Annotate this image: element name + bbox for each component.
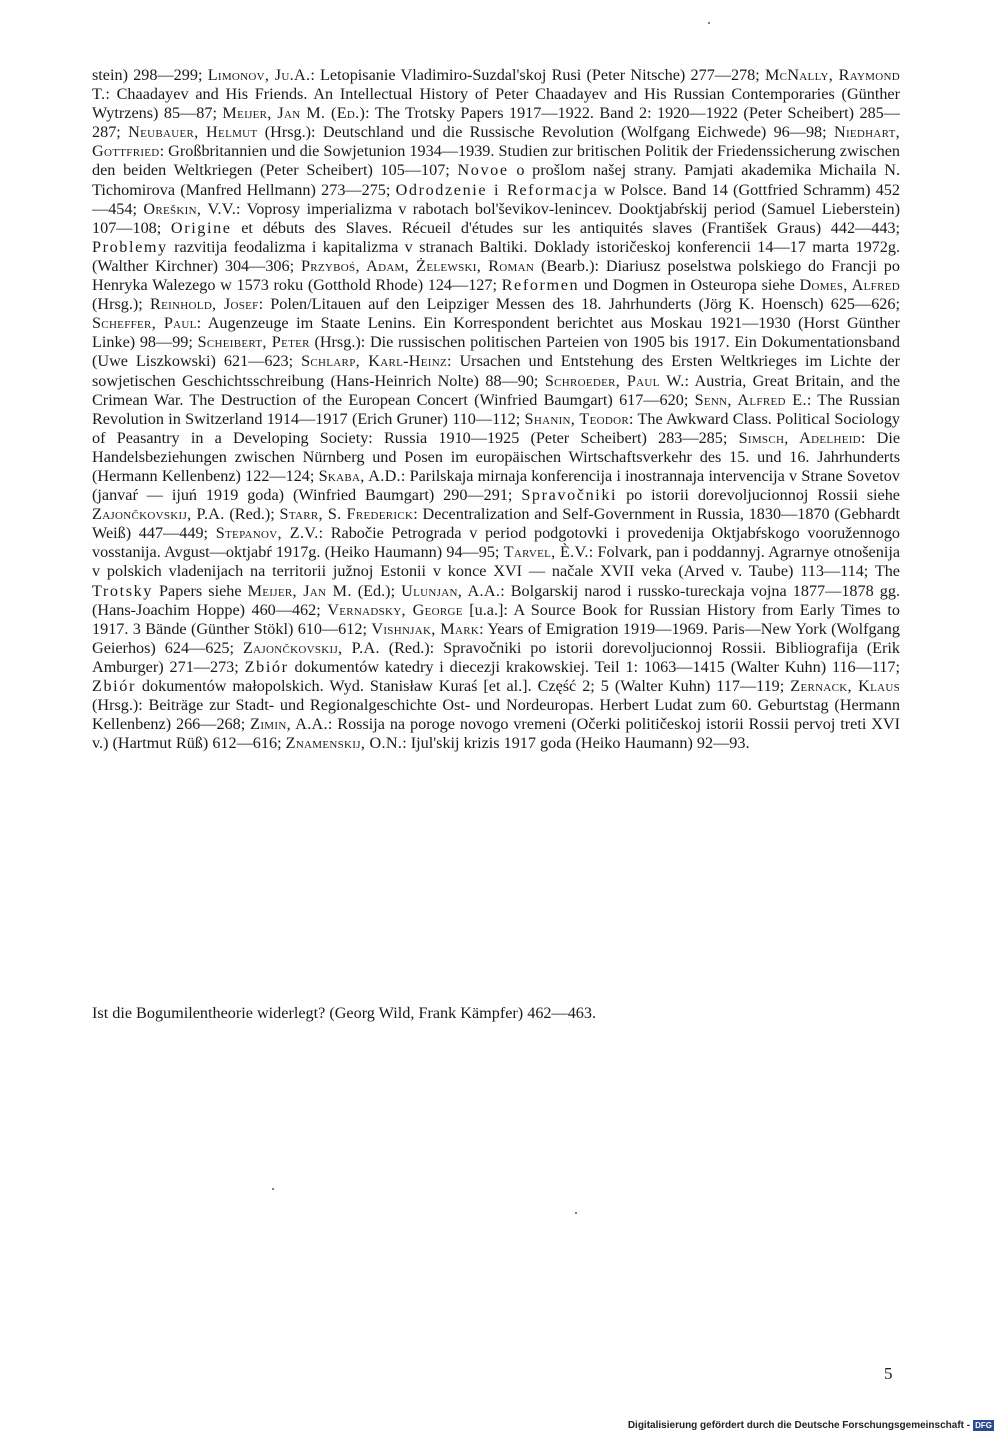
- author-name: Starr, S. Frederick: [279, 505, 414, 524]
- index-text: und Dogmen in Osteuropa siehe: [579, 276, 800, 295]
- author-name: Vishnjak, Mark: [371, 619, 480, 638]
- index-text: : Austria, Great Britain, and the Crimean War. The Destruction of the European Concert (Winfried Baumgart) 617—620;: [92, 371, 901, 409]
- title-keyword: Reformen: [501, 276, 580, 295]
- author-name: Simsch, Adelheid: [738, 428, 861, 447]
- scan-speck: [575, 1212, 577, 1214]
- index-text: : Parilskaja mirnaja konferencija i inostrannaja intervencija v Strane Sovetov (janvaŕ — ijuń 1919 goda) (Winfried Baumgart) 290—291;: [92, 466, 900, 505]
- author-name: Przyboś, Adam, Żelewski, Roman: [300, 256, 535, 275]
- index-text: : Chaadayev and His Friends. An Intellectual History of Peter Chaadayev and His Russian Contemporaries (Günther Wytrzens) 85—87;: [92, 85, 900, 123]
- index-text: dokumentów katedry i diecezji krakowskiej. Teil 1: 1063—1415 (Walter Kuhn) 116—117;: [288, 657, 901, 676]
- index-text: (Hrsg.);: [92, 295, 150, 314]
- index-text: Papers siehe: [153, 581, 248, 600]
- author-name: Niedhart, Gottfried: [92, 123, 900, 161]
- index-text: o prošlom našej strany. Pamjati akademika Michaila N. Tichomirova (Manfred Hellmann) 273—275;: [92, 161, 900, 199]
- footer-text: Digitalisierung gefördert durch die Deutsche Forschungsgemeinschaft -: [627, 1420, 971, 1431]
- page-number: 5: [884, 1364, 893, 1383]
- dfg-logo: DFG: [975, 1421, 992, 1430]
- index-text: [u.a.]: A Source Book for Russian History from Early Times to 1917. 3 Bände (Günther Stökl) 610—612;: [92, 600, 900, 638]
- index-text: : Großbritannien und die Sowjetunion 1934—1939. Studien zur britischen Politik der Friedenssicherung zwischen den beiden Weltkriegen (Peter Scheibert) 105—107;: [92, 142, 900, 180]
- index-text: stein) 298—299;: [92, 66, 208, 84]
- index-text: : Ursachen und Entstehung des Ersten Weltkrieges im Lichte der sowjetischen Geschichtsschreibung (Hans-Heinrich Nolte) 88—90;: [92, 352, 901, 390]
- index-text: : The Awkward Class. Political Sociology of Peasantry in a Developing Society: Russia 1910—1925 (Peter Scheibert) 283—285;: [92, 409, 901, 447]
- index-text: w Polsce. Band 14 (Gottfried Schramm) 452—454;: [92, 180, 900, 218]
- digitization-footer: [628, 1420, 994, 1431]
- author-name: Vernadsky, George: [327, 600, 463, 619]
- author-name: Ulunjan, A.A.: [401, 581, 501, 600]
- index-text: : Augenzeuge im Staate Lenins. Ein Korrespondent berichtet aus Moskau 1921—1930 (Horst Günther Linke) 98—99;: [92, 314, 900, 352]
- index-text: (Ed.);: [351, 581, 402, 600]
- index-text: : Ijul'skij krizis 1917 goda (Heiko Haumann) 92—93.: [402, 734, 750, 753]
- author-name: Meijer, Jan M. (Ed.): [222, 104, 366, 123]
- author-name: McNally, Raymond T.: [92, 66, 900, 104]
- author-name: Scheibert, Peter: [197, 333, 310, 352]
- index-text: : Years of Emigration 1919—1969. Paris—New York (Wolfgang Geierhos) 624—625;: [92, 619, 900, 657]
- index-text: : Rossija na poroge novogo vremeni (Očerki političeskoj istorii Rossii pervoj treti XVI v.) (Hartmut Rüß) 612—616;: [92, 715, 900, 753]
- index-text: razvitija feodalizma i kapitalizma v stranach Baltiki. Doklady istoričeskoj konferencii 14—17 marta 1972g. (Walther Kirchner) 304—306;: [92, 237, 900, 275]
- title-keyword: Odrodzenie i Reformacja: [395, 180, 599, 199]
- scan-speck: [272, 1188, 274, 1190]
- index-text: (Hrsg.): Die russischen politischen Parteien von 1905 bis 1917. Ein Dokumentationsband (Uwe Liszkowski) 621—623;: [92, 333, 900, 371]
- index-text: : Voprosy imperializma v rabotach bol'ševikov-lenincev. Dooktjabŕskij period (Samuel Lieberstein) 107—108;: [92, 199, 900, 237]
- author-name: Zajončkovskij, P.A.: [92, 505, 225, 524]
- index-text: : Rabočie Petrograda v period podgotovki i provedenija Oktjabŕskogo vooružennogo vosstanija. Avgust—oktjabŕ 1917g. (Heiko Haumann) 94—95;: [92, 524, 901, 562]
- author-name: Oreškin, V.V.: [143, 199, 237, 218]
- scan-speck: [708, 22, 710, 24]
- author-name: Tarvel, È.V.: [503, 543, 589, 562]
- index-text: : Letopisanie Vladimiro-Suzdal'skoj Rusi (Peter Nitsche) 277—278;: [310, 66, 765, 84]
- index-text: et débuts des Slaves. Récueil d'études sur les antiquités slaves (František Graus) 442—443;: [231, 218, 901, 237]
- author-name: Reinhold, Josef: [149, 295, 259, 314]
- author-name: Schroeder, Paul W.: [544, 371, 685, 390]
- title-keyword: Zbiór: [92, 677, 136, 695]
- author-name: Domes, Alfred: [799, 276, 900, 295]
- index-text: dokumentów małopolskich. Wyd. Stanisław Kuraś [et al.]. Część 2; 5 (Walter Kuhn) 117—119;: [135, 677, 791, 695]
- index-text: : Folvark, pan i poddannyj. Agrarnye otnošenija v polskich vladenijach na territorii južnoj Estonii v konce XVI — načale XVII veka (Arved v. Taube) 113—114; The: [92, 543, 900, 581]
- author-name: Limonov, Ju.A.: [207, 66, 311, 84]
- index-text: : Decentralization and Self-Government in Russia, 1830—1870 (Gebhardt Weiß) 447—449;: [92, 505, 900, 543]
- author-name: Znamenskij, O.N.: [285, 734, 403, 753]
- author-name: Neubauer, Helmut: [128, 123, 258, 142]
- author-name: Zajončkovskij, P.A.: [242, 638, 380, 657]
- title-keyword: Trotsky: [92, 581, 153, 600]
- author-name: Shanin, Teodor: [524, 409, 630, 428]
- author-name: Zimin, A.A.: [250, 715, 328, 734]
- index-text: : The Trotsky Papers 1917—1922. Band 2: 1920—1922 (Peter Scheibert) 285—287;: [92, 104, 900, 142]
- index-paragraph: [92, 66, 900, 753]
- index-text: po istorii dorevoljucionnoj Rossii siehe: [617, 486, 900, 505]
- title-keyword: Novoe: [457, 161, 509, 180]
- author-name: Zernack, Klaus: [790, 677, 900, 695]
- index-text: (Hrsg.): Beiträge zur Stadt- und Regionalgeschichte Ost- und Nordeuropas. Herbert Ludat zum 60. Geburtstag (Hermann Kellenbenz) 266—268;: [92, 696, 900, 734]
- author-name: Senn, Alfred E.: [694, 390, 807, 409]
- index-text: : Bolgarskij narod i russko-tureckaja vojna 1877—1878 gg. (Hans-Joachim Hoppe) 460—462;: [92, 581, 900, 619]
- author-name: Stepanov, Z.V.: [215, 524, 319, 543]
- author-name: Skaba, A.D.: [318, 466, 401, 485]
- index-text: (Red.): Spravočniki po istorii dorevoljucionnoj Rossii. Bibliografija (Erik Amburger) 271—273;: [92, 638, 900, 676]
- index-text: (Red.);: [224, 505, 280, 524]
- title-keyword: Spravočniki: [521, 486, 618, 505]
- standalone-entry: Ist die Bogumilentheorie widerlegt? (Georg Wild, Frank Kämpfer) 462—463.: [92, 1004, 597, 1022]
- title-keyword: Zbiór: [244, 657, 289, 676]
- author-name: Schlarp, Karl-Heinz: [301, 352, 448, 371]
- author-name: Scheffer, Paul: [92, 314, 197, 333]
- author-name: Meijer, Jan M.: [247, 581, 352, 600]
- index-entries: [92, 66, 900, 753]
- index-text: (Hrsg.): Deutschland und die Russische Revolution (Wolfgang Eichwede) 96—98;: [257, 123, 834, 142]
- index-text: : The Russian Revolution in Switzerland 1914—1917 (Erich Gruner) 110—112;: [92, 390, 901, 428]
- title-keyword: Problemy: [92, 237, 168, 256]
- title-keyword: Origine: [170, 218, 232, 237]
- index-text: : Die Handelsbeziehungen zwischen Nürnberg und Posen im europäischen Wirtschaftsverkehr des 15. und 16. Jahrhunderts (Hermann Kellenbenz) 122—124;: [92, 428, 901, 485]
- index-text: : Polen/Litauen auf den Leipziger Messen des 18. Jahrhunderts (Jörg K. Hoensch) 625—626;: [258, 295, 900, 314]
- index-text: (Bearb.): Diariusz poselstwa polskiego do Francji po Henryka Walezego w 1573 roku (Gotthold Rhode) 124—127;: [92, 256, 900, 295]
